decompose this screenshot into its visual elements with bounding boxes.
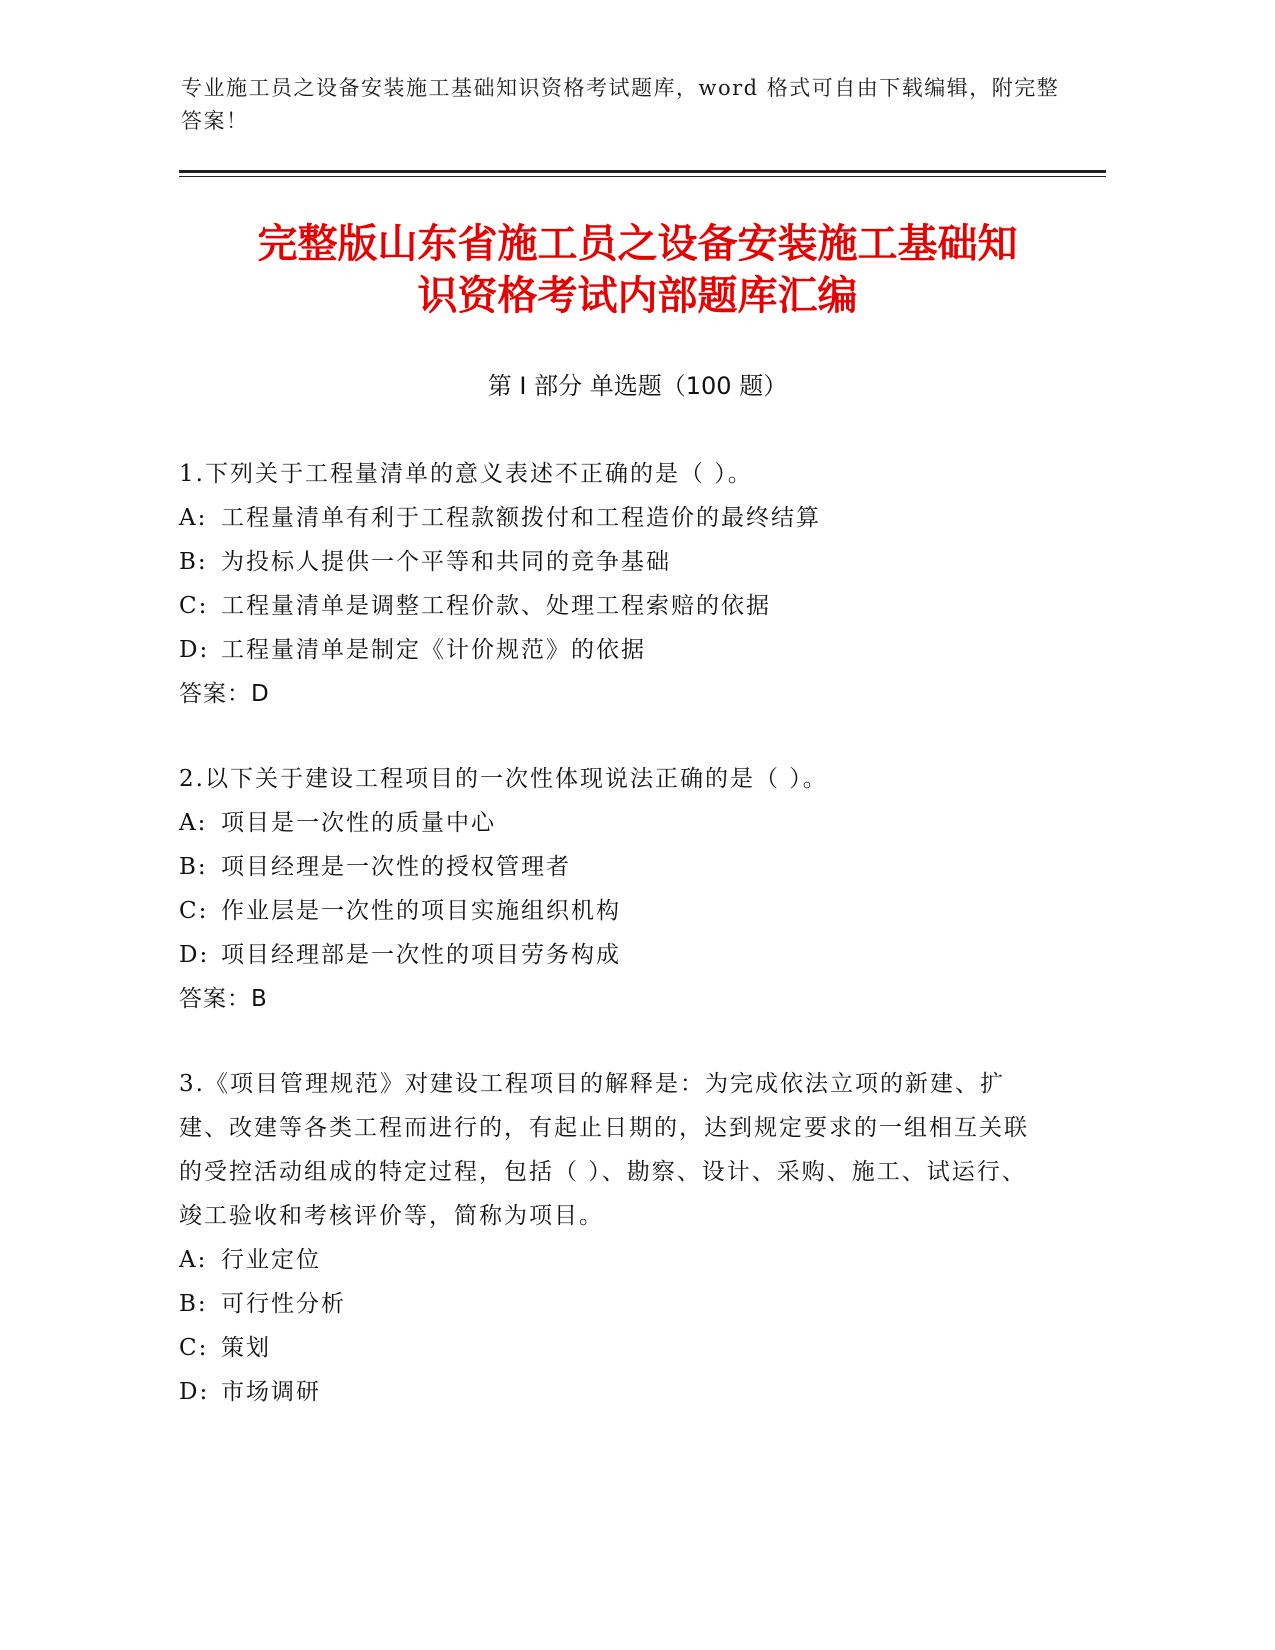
option-d (179, 933, 1039, 977)
option-text: 为投标人提供一个平等和共同的竞争基础 (221, 549, 671, 575)
question-1 (179, 452, 1039, 716)
header-note: 专业施工员之设备安装施工基础知识资格考试题库，word 格式可自由下载编辑，附完整答案！ (181, 76, 1060, 133)
option-d (179, 628, 1039, 672)
option-letter: B: (179, 549, 208, 575)
option-letter: D: (179, 942, 210, 968)
option-text: 行业定位 (221, 1247, 321, 1273)
option-b (179, 845, 1039, 889)
option-letter: A: (179, 1247, 208, 1273)
option-text: 工程量清单是制定《计价规范》的依据 (221, 637, 646, 663)
option-letter: B: (179, 854, 208, 880)
option-text: 可行性分析 (221, 1291, 346, 1317)
option-a (179, 801, 1039, 845)
option-a (179, 496, 1039, 540)
option-letter: A: (179, 505, 208, 531)
option-text: 工程量清单是调整工程价款、处理工程索赔的依据 (221, 593, 771, 619)
option-letter: C: (179, 1335, 209, 1361)
option-text: 项目经理是一次性的授权管理者 (221, 854, 571, 880)
option-c (179, 1326, 1039, 1370)
header-divider-thin (179, 176, 1106, 177)
option-text: 工程量清单有利于工程款额拨付和工程造价的最终结算 (221, 505, 821, 531)
option-letter: C: (179, 898, 209, 924)
answer: 答案：B (179, 986, 268, 1012)
option-letter: A: (179, 810, 208, 836)
answer: 答案：D (179, 681, 270, 707)
header-divider-thick (179, 170, 1106, 173)
option-a (179, 1238, 1039, 1282)
question-stem: 2.以下关于建设工程项目的一次性体现说法正确的是（ ）。 (179, 766, 828, 792)
question-2 (179, 757, 1039, 1021)
option-letter: C: (179, 593, 209, 619)
section-heading: 第 I 部分 单选题（100 题） (487, 372, 788, 400)
option-text: 项目是一次性的质量中心 (221, 810, 496, 836)
option-letter: D: (179, 637, 210, 663)
option-c (179, 889, 1039, 933)
document-title-line-1: 完整版山东省施工员之设备安装施工基础知 (257, 221, 1018, 267)
option-b (179, 540, 1039, 584)
question-stem: 1.下列关于工程量清单的意义表述不正确的是（ ）。 (179, 461, 753, 487)
question-3 (179, 1062, 1039, 1414)
document-title-line-2: 识资格考试内部题库汇编 (417, 273, 858, 319)
option-text: 项目经理部是一次性的项目劳务构成 (221, 942, 621, 968)
question-stem: 3.《项目管理规范》对建设工程项目的解释是：为完成依法立项的新建、扩建、改建等各类工程而进行的，有起止日期的，达到规定要求的一组相互关联的受控活动组成的特定过程，包括（ ）、勘察、设计、采购、施工、试运行、竣工验收和考核评价等，简称为项目。 (179, 1071, 1029, 1229)
option-text: 策划 (221, 1335, 271, 1361)
option-letter: D: (179, 1379, 210, 1405)
option-letter: B: (179, 1291, 208, 1317)
option-text: 市场调研 (221, 1379, 321, 1405)
option-b (179, 1282, 1039, 1326)
document-title (0, 218, 1275, 322)
option-c (179, 584, 1039, 628)
option-text: 作业层是一次性的项目实施组织机构 (221, 898, 621, 924)
option-d (179, 1370, 1039, 1414)
